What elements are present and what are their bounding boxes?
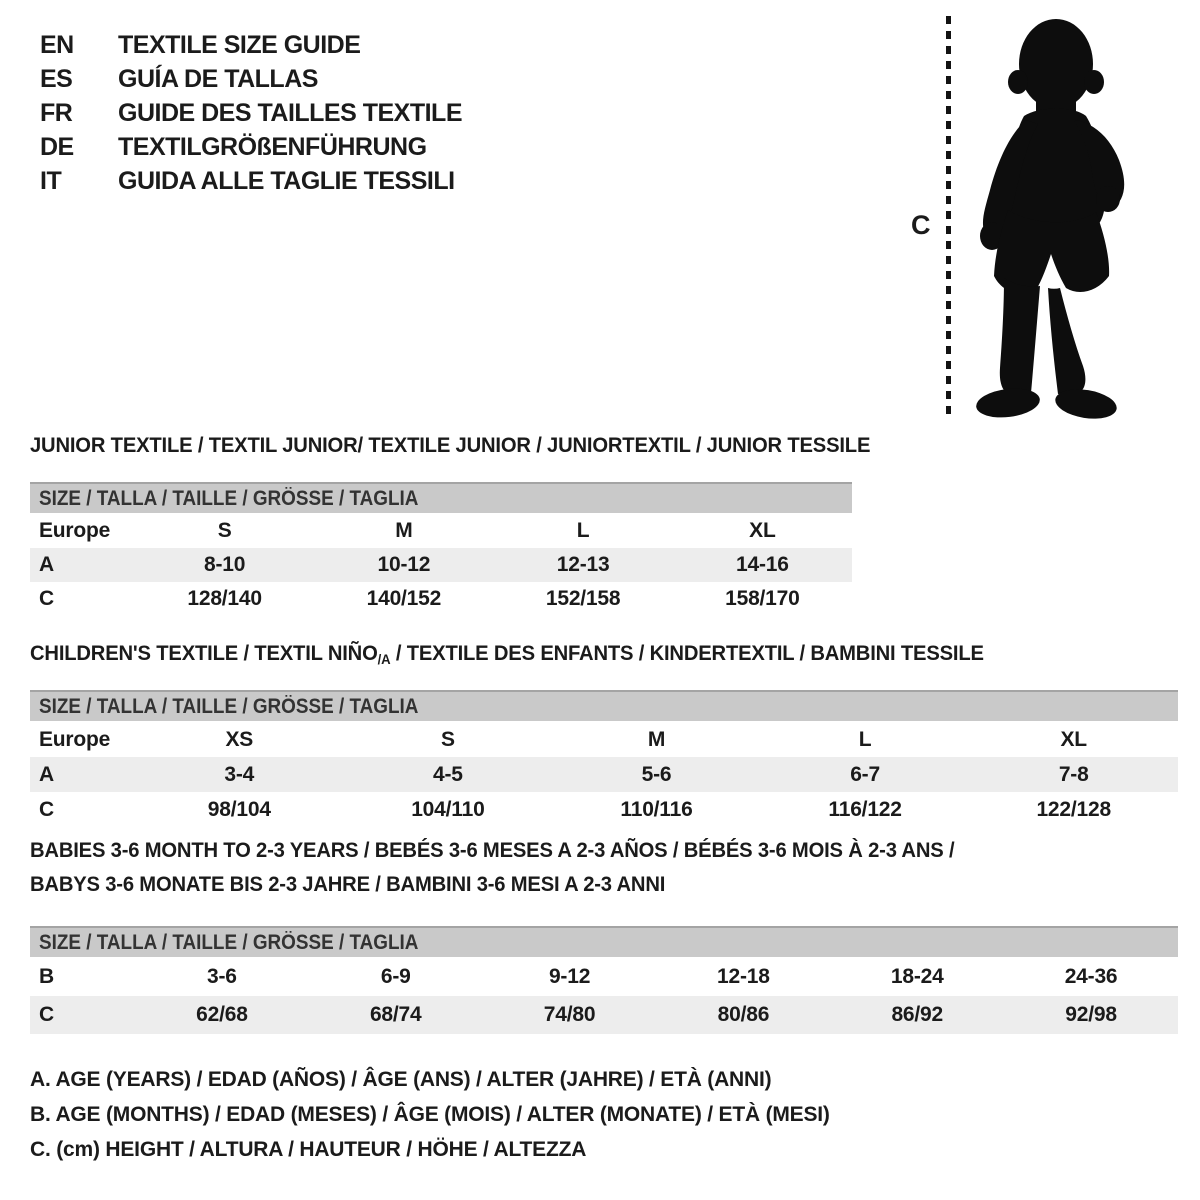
legend-notes: [30, 1062, 830, 1167]
language-code-en: EN: [40, 30, 74, 59]
size-header-label: SIZE / TALLA / TAILLE / GRÖSSE / TAGLIA: [39, 486, 419, 510]
row-label: Europe: [39, 519, 111, 542]
row-label: C: [39, 1003, 54, 1026]
table-cell: XS: [225, 727, 254, 751]
note-age-years: A. AGE (YEARS) / EDAD (AÑOS) / ÂGE (ANS) / ALTER (JAHRE) / ETÀ (ANNI): [30, 1068, 772, 1091]
table-cell: 3-4: [224, 762, 255, 786]
table-cell: L: [576, 519, 590, 542]
language-row: [40, 164, 462, 198]
table-row: [30, 548, 852, 582]
table-cell: 18-24: [890, 965, 944, 988]
junior-size-header-bar: [30, 482, 852, 513]
table-cell: 12-13: [556, 553, 610, 576]
table-cell: 86/92: [891, 1003, 944, 1026]
babies-section-title-line1: BABIES 3-6 MONTH TO 2-3 YEARS / BEBÉS 3-6 MESES A 2-3 AÑOS / BÉBÉS 3-6 MOIS À 2-3 ANS /: [30, 838, 955, 862]
height-measure-dashed-line: [946, 16, 951, 416]
row-label: C: [39, 587, 54, 610]
table-cell: 74/80: [543, 1003, 596, 1026]
junior-section-title: JUNIOR TEXTILE / TEXTIL JUNIOR/ TEXTILE JUNIOR / JUNIORTEXTIL / JUNIOR TESSILE: [30, 433, 871, 457]
table-cell: 62/68: [196, 1003, 248, 1026]
table-cell: 110/116: [620, 797, 693, 821]
table-cell: 9-12: [548, 965, 591, 988]
table-cell: 8-10: [204, 553, 246, 576]
table-cell: 152/158: [545, 587, 621, 610]
toddler-silhouette-icon: [962, 12, 1138, 420]
table-row: [30, 757, 1178, 792]
language-row: [40, 28, 462, 62]
babies-size-table: [30, 958, 1178, 1034]
table-row: [30, 514, 852, 548]
table-cell: 3-6: [207, 965, 237, 988]
children-title-suffix: / TEXTILE DES ENFANTS / KINDERTEXTIL / BAMBINI TESSILE: [390, 641, 984, 665]
table-row: [30, 722, 1178, 757]
children-section-title: [30, 641, 984, 666]
table-cell: 158/170: [725, 587, 800, 610]
table-cell: 128/140: [187, 587, 262, 610]
height-measure-label: C: [911, 210, 931, 240]
children-size-header-bar: [30, 690, 1178, 721]
children-title-sub: /A: [377, 651, 391, 667]
babies-section-title-line2: BABYS 3-6 MONATE BIS 2-3 JAHRE / BAMBINI 3-6 MESI A 2-3 ANNI: [30, 872, 666, 896]
row-label: Europe: [39, 727, 111, 751]
note-height-cm: C. (cm) HEIGHT / ALTURA / HAUTEUR / HÖHE / ALTEZZA: [30, 1138, 587, 1161]
row-label: C: [39, 797, 54, 821]
table-cell: 104/110: [411, 797, 485, 821]
language-code-de: DE: [40, 132, 74, 161]
table-cell: 10-12: [377, 553, 431, 576]
table-cell: 6-7: [850, 762, 880, 786]
table-cell: 80/86: [717, 1003, 770, 1026]
table-cell: 92/98: [1065, 1003, 1117, 1026]
table-cell: 7-8: [1058, 762, 1089, 786]
table-cell: 98/104: [207, 797, 271, 821]
language-row: [40, 130, 462, 164]
table-row: [30, 996, 1178, 1034]
table-cell: M: [647, 727, 666, 751]
table-cell: XL: [749, 519, 776, 542]
table-row: [30, 582, 852, 616]
size-header-label: SIZE / TALLA / TAILLE / GRÖSSE / TAGLIA: [39, 694, 419, 718]
children-title-prefix: CHILDREN'S TEXTILE / TEXTIL NIÑO: [30, 641, 378, 665]
table-row: [30, 958, 1178, 996]
table-cell: 12-18: [717, 965, 770, 988]
language-title-list: [40, 28, 462, 198]
language-row: [40, 96, 462, 130]
table-cell: XL: [1060, 727, 1087, 751]
row-label: A: [39, 553, 54, 576]
language-code-fr: FR: [40, 98, 73, 127]
table-cell: 68/74: [369, 1003, 422, 1026]
table-cell: S: [440, 727, 455, 751]
note-age-months: B. AGE (MONTHS) / EDAD (MESES) / ÂGE (MOIS) / ALTER (MONATE) / ETÀ (MESI): [30, 1103, 830, 1126]
table-cell: 6-9: [380, 965, 411, 988]
guide-title-en: TEXTILE SIZE GUIDE: [118, 30, 361, 59]
table-cell: 5-6: [641, 762, 672, 786]
table-cell: L: [858, 727, 872, 751]
guide-title-it: GUIDA ALLE TAGLIE TESSILI: [118, 166, 455, 195]
table-cell: 116/122: [828, 797, 902, 821]
table-cell: 24-36: [1064, 965, 1118, 988]
table-cell: S: [217, 519, 232, 542]
table-row: [30, 792, 1178, 827]
table-cell: M: [395, 519, 413, 542]
children-size-table: [30, 722, 1178, 827]
table-cell: 122/128: [1036, 797, 1111, 821]
junior-size-table: [30, 514, 852, 616]
table-cell: 4-5: [433, 762, 463, 786]
language-row: [40, 62, 462, 96]
row-label: B: [39, 965, 54, 988]
language-code-it: IT: [40, 166, 62, 195]
table-cell: 14-16: [736, 553, 789, 576]
table-cell: 140/152: [366, 587, 442, 610]
row-label: A: [39, 762, 54, 786]
language-code-es: ES: [40, 64, 73, 93]
size-header-label: SIZE / TALLA / TAILLE / GRÖSSE / TAGLIA: [39, 930, 419, 954]
babies-size-header-bar: [30, 926, 1178, 957]
guide-title-es: GUÍA DE TALLAS: [118, 64, 318, 93]
guide-title-fr: GUIDE DES TAILLES TEXTILE: [118, 98, 463, 127]
guide-title-de: TEXTILGRÖßENFÜHRUNG: [118, 132, 427, 161]
